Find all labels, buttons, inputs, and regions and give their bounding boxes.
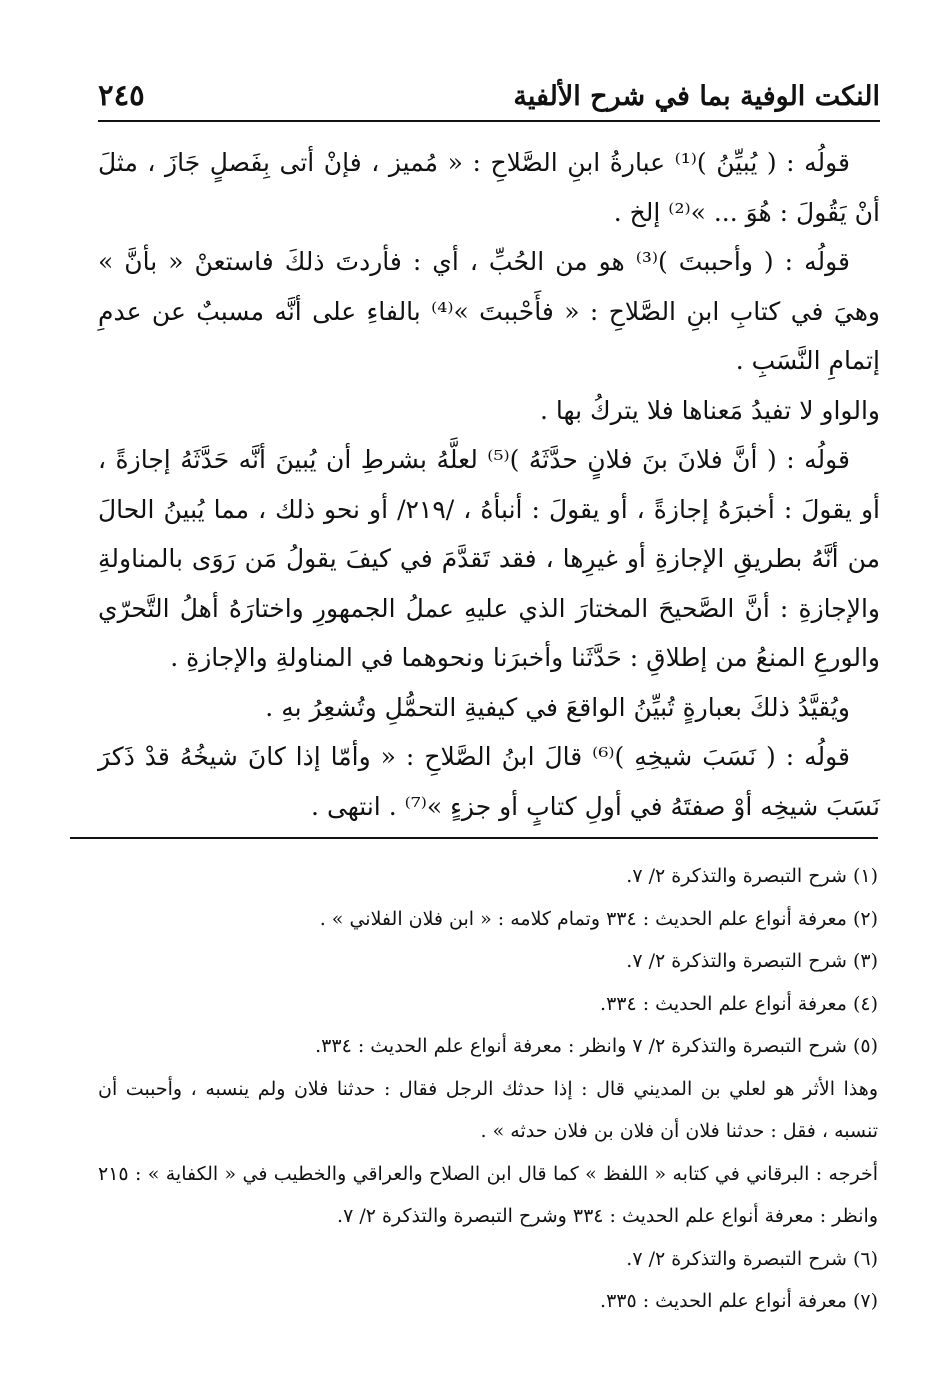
footnotes [98, 855, 878, 1323]
footnote-separator [70, 837, 878, 839]
paragraph: قولُه : ( أنَّ فلانَ بنَ فلانٍ حدَّثَهُ )⁽⁵⁾ لعلَّهُ بشرطِ أن يُبينَ أنَّه حَدَّثَهُ إجازةً ، أو يقولَ : أخبرَهُ إجازةً ، أو يقولَ : أنبأهُ ، /٢١٩/ أو نحو ذلك ، مما يُبينُ الحالَ من أنَّهُ بطريقِ الإجازةِ أو غيرِها ، فقد تَقدَّمَ في كيفَ يقولُ مَن رَوَى بالمناولةِ والإجازةِ : أنَّ الصَّحيحَ المختارَ الذي عليهِ عملُ الجمهورِ واختارَهُ أهلُ التَّحرّي والورعِ المنعُ من إطلاقِ : حَدَّثَنا وأخبرَنا ونحوهما في المناولةِ والإجازةِ . [98, 445, 880, 672]
footnote: (٢) معرفة أنواع علم الحديث : ٣٣٤ وتمام كلامه : « ابن فلان الفلاني » . [319, 907, 878, 930]
footnote: (٣) شرح التبصرة والتذكرة ٢/ ٧. [626, 950, 878, 972]
page-number: ٢٤٥ [98, 78, 145, 112]
footnote: (١) شرح التبصرة والتذكرة ٢/ ٧. [626, 865, 878, 887]
paragraph: قولُه : ( يُبيِّنُ )⁽¹⁾ عبارةُ ابنِ الصَّلاحِ : « مُميز ، فإنْ أتى بِفَصلٍ جَازَ ، مثلَ أنْ يَقُولَ : هُوَ ... »⁽²⁾ إلخ . [98, 148, 880, 227]
paragraph: قولُه : ( وأحببتَ )⁽³⁾ هو من الحُبِّ ، أي : فأردتَ ذلكَ فاستعنْ « بأنَّ » وهيَ في كتابِ ابنِ الصَّلاحِ : « فأَحْببتَ »⁽⁴⁾ بالفاءِ على أنَّه مسببٌ عن عدمِ إتمامِ النَّسَبِ . [98, 247, 880, 375]
paragraph: قولُه : ( نَسَبَ شيخِهِ )⁽⁶⁾ قالَ ابنُ الصَّلاحِ : « وأمّا إذا كانَ شيخُهُ قدْ ذَكرَ نَسَبَ شيخِه أوْ صفتَهُ في أولِ كتابٍ أو جزءٍ »⁽⁷⁾ . انتهى . [98, 742, 880, 821]
footnote: (٦) شرح التبصرة والتذكرة ٢/ ٧. [626, 1247, 878, 1270]
paragraph: ويُقيَّدُ ذلكَ بعبارةٍ تُبيِّنُ الواقعَ في كيفيةِ التحمُّلِ وتُشعِرُ بهِ . [265, 692, 850, 722]
footnote: (٥) شرح التبصرة والتذكرة ٢/ ٧ وانظر : معرفة أنواع علم الحديث : ٣٣٤. [315, 1035, 878, 1057]
footnote: (٤) معرفة أنواع علم الحديث : ٣٣٤. [600, 992, 878, 1015]
footnote: (٧) معرفة أنواع علم الحديث : ٣٣٥. [600, 1290, 878, 1312]
paragraph: والواو لا تفيدُ مَعناها فلا يتركُ بها . [540, 395, 880, 425]
page-header [98, 60, 880, 122]
footnote-continuation: وهذا الأثر هو لعلي بن المديني قال : إذا حدثك الرجل فقال : حدثنا فلان ولم ينسبه ، وأحببت أن تنسبه ، فقل : حدثنا فلان أن فلان بن فلان حدثه » . [98, 1077, 878, 1142]
main-text [98, 138, 880, 831]
footnote-continuation: أخرجه : البرقاني في كتابه « اللفظ » كما قال ابن الصلاح والعراقي والخطيب في « الكفاية » : ٢١٥ وانظر : معرفة أنواع علم الحديث : ٣٣٤ وشرح التبصرة والتذكرة ٢/ ٧. [98, 1162, 878, 1227]
running-title: النكت الوفية بما في شرح الألفية [513, 81, 880, 112]
